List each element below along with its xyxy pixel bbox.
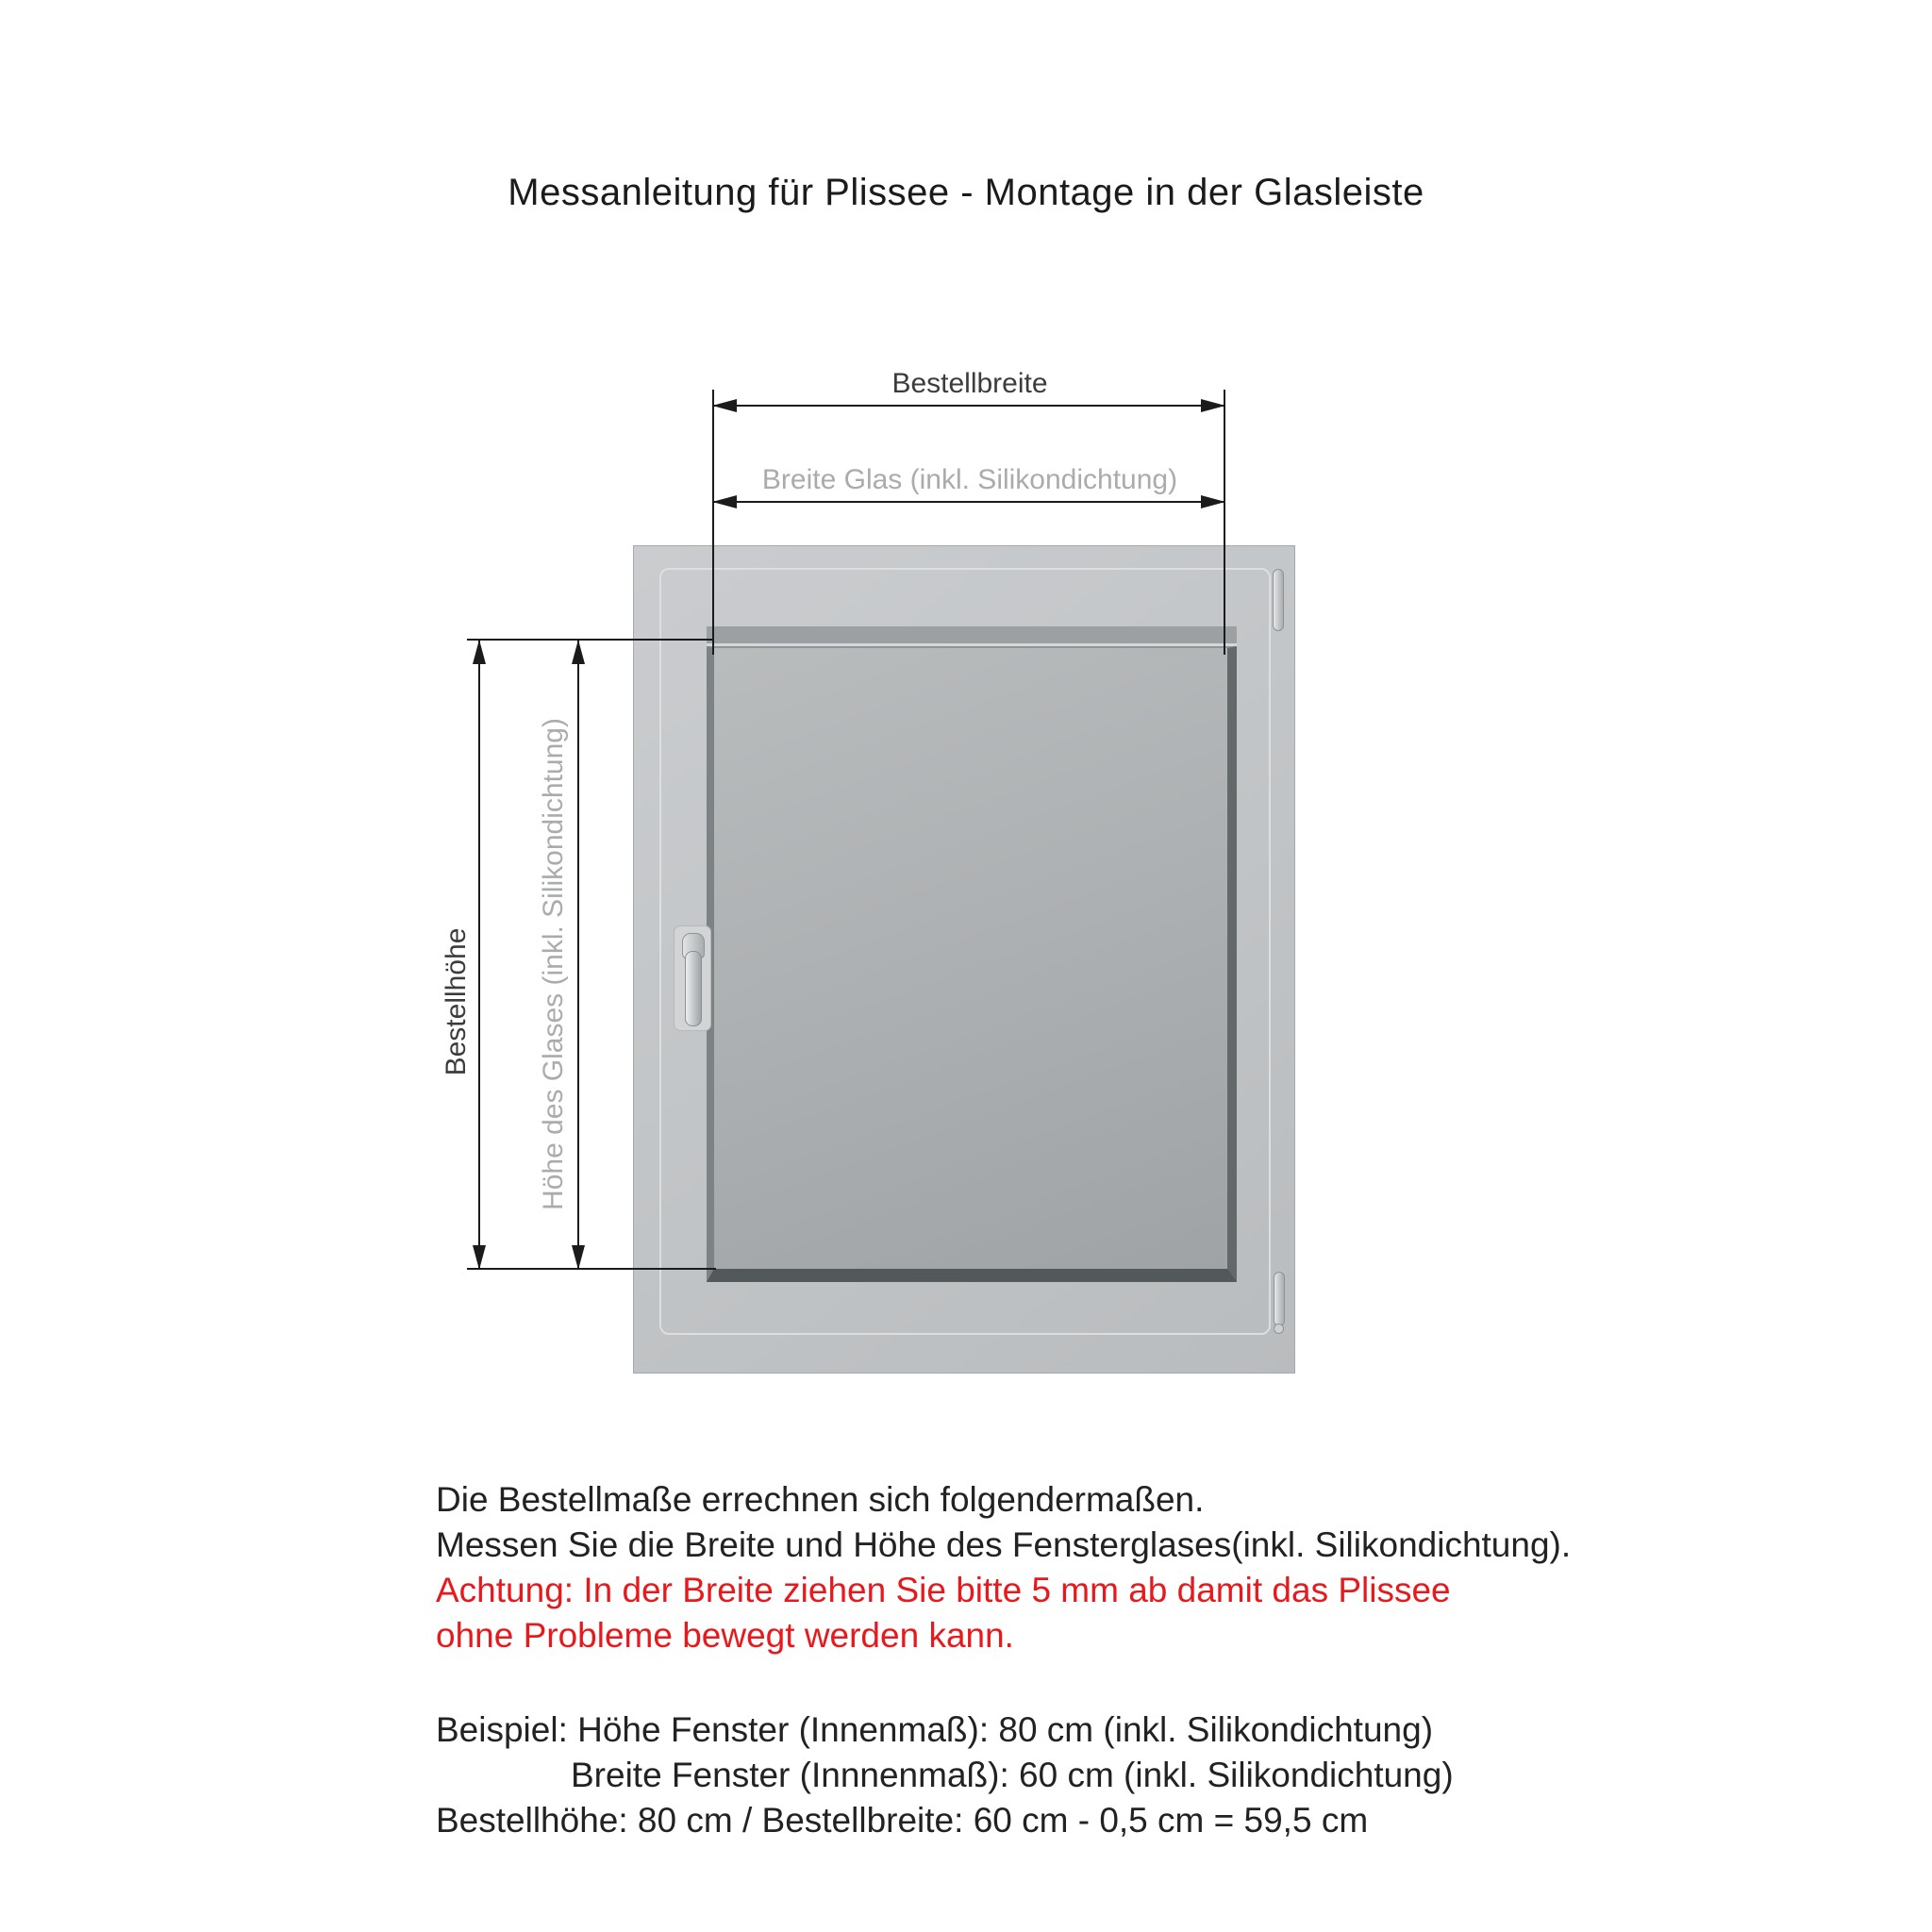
order-width-label: Bestellbreite (891, 368, 1048, 399)
window-glass (707, 646, 1237, 1282)
warning-line: ohne Probleme bewegt werden kann. (436, 1616, 1014, 1655)
warning-line: Achtung: In der Breite ziehen Sie bitte 5 mm ab damit das Plissee (436, 1571, 1451, 1609)
extension-line-glass-bottom (467, 1268, 716, 1270)
instruction-line: Messen Sie die Breite und Höhe des Fensterglases(inkl. Silikondichtung). (436, 1525, 1572, 1564)
window-handle-plate (674, 925, 711, 1031)
instruction-text-block (436, 1477, 1571, 1843)
dimension-arrow-order-height (478, 640, 480, 1270)
glass-height-label: Höhe des Glases (inkl. Silikondichtung) (538, 718, 569, 1210)
order-height-label: Bestellhöhe (441, 927, 472, 1076)
dimension-arrow-glass-width (712, 501, 1225, 503)
hinge-bottom (1274, 1272, 1285, 1326)
page-title: Messanleitung für Plissee - Montage in der Glasleiste (508, 172, 1424, 213)
window-illustration (633, 545, 1295, 1374)
window-glazing-recess (707, 626, 1237, 1282)
glass-width-label: Breite Glas (inkl. Silikondichtung) (761, 464, 1178, 495)
extension-line-glass-left (712, 390, 714, 655)
window-handle-lever (685, 951, 702, 1026)
text-gap (436, 1658, 1571, 1707)
dimension-arrow-glass-height (577, 640, 579, 1270)
hinge-top (1273, 569, 1284, 631)
dimension-arrow-order-width (712, 405, 1225, 407)
example-line: Breite Fenster (Innnenmaß): 60 cm (inkl. Silikondichtung) (571, 1756, 1454, 1794)
hinge-screw (1274, 1324, 1284, 1334)
glazing-bead-top (707, 626, 1237, 646)
example-line: Beispiel: Höhe Fenster (Innenmaß): 80 cm (inkl. Silikondichtung) (436, 1710, 1434, 1749)
instruction-line: Die Bestellmaße errechnen sich folgendermaßen. (436, 1480, 1205, 1519)
extension-line-glass-right (1224, 390, 1225, 655)
extension-line-glass-top (467, 639, 714, 641)
example-line: Bestellhöhe: 80 cm / Bestellbreite: 60 cm - 0,5 cm = 59,5 cm (436, 1801, 1369, 1840)
